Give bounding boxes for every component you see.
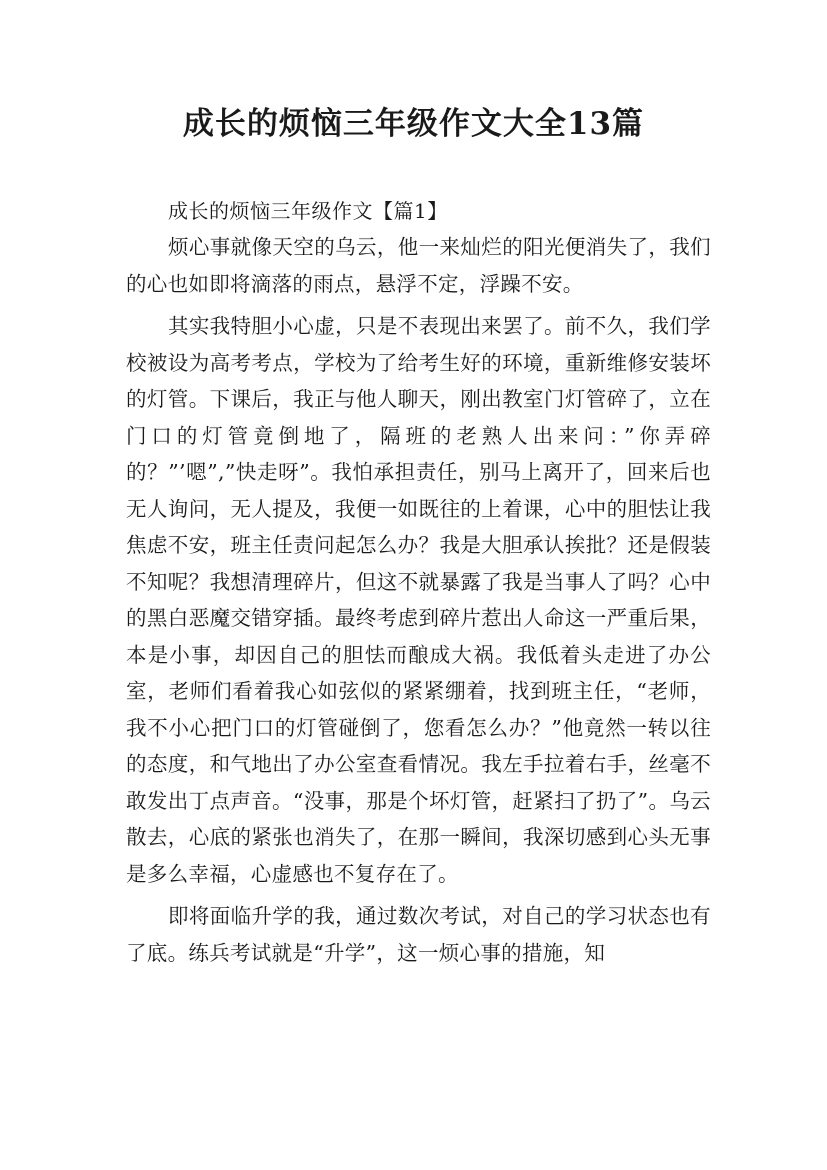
paragraph-1: 烦心事就像天空的乌云，他一来灿烂的阳光便消失了，我们的心也如即将滴落的雨点，悬浮不定，浮躁不安。	[126, 235, 711, 296]
document-body	[126, 193, 711, 971]
paragraph-3: 即将面临升学的我，通过数次考试，对自己的学习状态也有了底。练兵考试就是“升学”，这一烦心事的措施，知	[126, 904, 711, 965]
document-title: 成长的烦恼三年级作文大全13篇	[182, 106, 645, 142]
paragraph-2: 其实我特胆小心虚，只是不表现出来罢了。前不久，我们学校被设为高考考点，学校为了给考生好的环境，重新维修安装坏的灯管。下课后，我正与他人聊天，刚出教室门灯管碎了，立在门口的灯管竟倒地了，隔班的老熟人出来问：”你弄碎的？”’嗯”,”快走呀”。我怕承担责任，别马上离开了，回来后也无人询问，无人提及，我便一如既往的上着课，心中的胆怯让我焦虑不安，班主任责问起怎么办？我是大胆承认挨批？还是假装不知呢？我想清理碎片，但这不就暴露了我是当事人了吗？心中的黑白恶魔交错穿插。最终考虑到碎片惹出人命这一严重后果，本是小事，却因自己的胆怯而酿成大祸。我低着头走进了办公室，老师们看着我心如弦似的紧紧绷着，找到班主任，“老师，我不小心把门口的灯管碰倒了，您看怎么办？”他竟然一转以往的态度，和气地出了办公室查看情况。我左手拉着右手，丝毫不敢发出丁点声音。“没事，那是个坏灯管，赶紧扫了扔了”。乌云散去，心底的紧张也消失了，在那一瞬间，我深切感到心头无事是多么幸福，心虚感也不复存在了。	[126, 314, 711, 886]
section-heading: 成长的烦恼三年级作文【篇1】	[168, 199, 448, 223]
